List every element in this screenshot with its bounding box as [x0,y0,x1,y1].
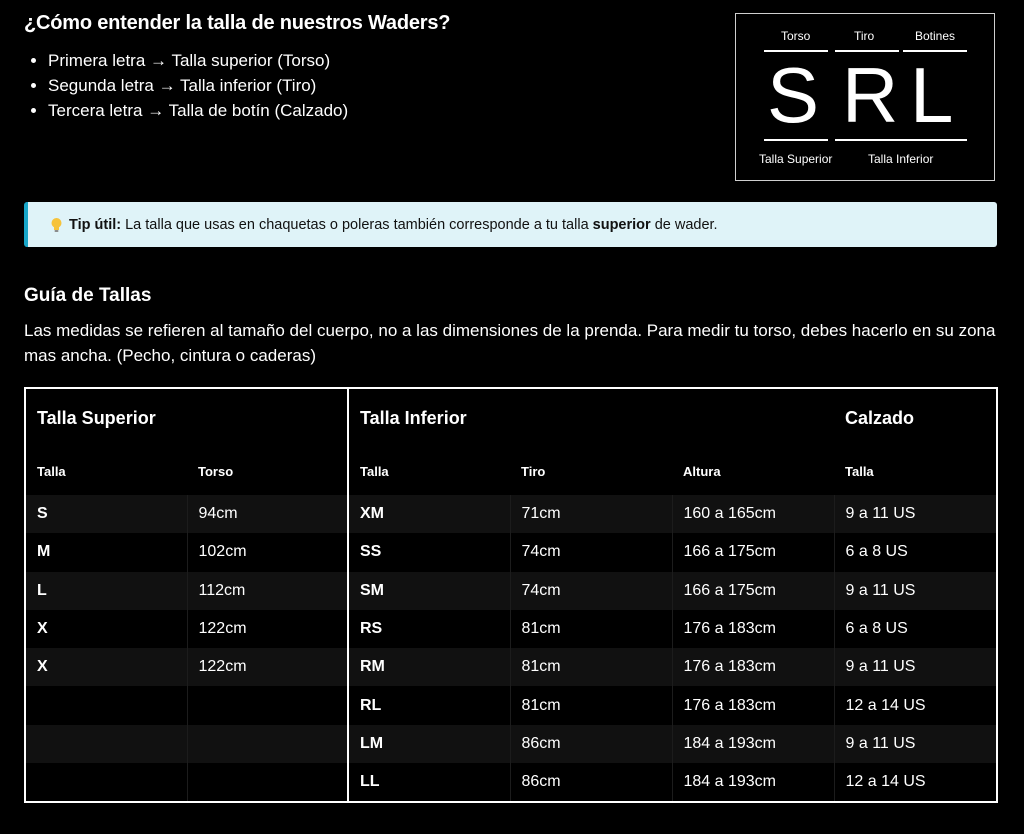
table-row [349,648,996,686]
table-cell: 86cm [510,725,672,763]
table-cell: X [26,610,187,648]
table-cell: 176 a 183cm [672,686,834,724]
table-row [26,572,347,610]
table-cell [187,763,347,801]
table-row [26,610,347,648]
table-cell: SM [349,572,510,610]
table-superior [26,389,349,801]
column-header: Tiro [521,463,546,479]
table-cell: 81cm [510,648,672,686]
table-row [26,648,347,686]
diagram-label-talla-superior: Talla Superior [759,152,833,166]
table-row [26,763,347,801]
table-cell: 94cm [187,495,347,533]
list-item: • Primera letra → Talla superior (Torso) [48,48,348,73]
diagram-letter-s: S [767,51,820,139]
table-cell: 176 a 183cm [672,610,834,648]
table-row [349,725,996,763]
table-cell: LL [349,763,510,801]
diagram-label-talla-inferior: Talla Inferior [868,152,934,166]
diagram-letter-r: R [842,51,899,139]
table-cell: 71cm [510,495,672,533]
column-header: Altura [683,463,721,479]
column-header: Talla [37,463,66,479]
table-cell: 6 a 8 US [834,533,996,571]
table-calzado-title: Calzado [845,407,915,428]
guide-title: Guía de Tallas [24,285,152,306]
table-cell: SS [349,533,510,571]
table-cell: XM [349,495,510,533]
table-cell [26,763,187,801]
table-row [349,572,996,610]
table-cell: 74cm [510,572,672,610]
table-cell [26,686,187,724]
table-cell: 9 a 11 US [834,495,996,533]
size-explanation-list [30,48,348,123]
table-superior-title: Talla Superior [37,407,156,428]
table-cell: 160 a 165cm [672,495,834,533]
srl-diagram [735,13,995,181]
table-cell: 112cm [187,572,347,610]
diagram-line [764,139,828,141]
table-cell: 184 a 193cm [672,763,834,801]
table-row [26,686,347,724]
table-cell: RM [349,648,510,686]
column-header: Talla [360,463,389,479]
tip-label: Tip útil: [69,216,122,233]
table-row [26,725,347,763]
table-cell: 122cm [187,648,347,686]
table-cell: RS [349,610,510,648]
column-header: Torso [198,463,234,479]
table-cell: 6 a 8 US [834,610,996,648]
table-cell: 81cm [510,610,672,648]
table-row [26,533,347,571]
table-cell: S [26,495,187,533]
table-cell: 12 a 14 US [834,686,996,724]
table-cell: 122cm [187,610,347,648]
table-cell: 102cm [187,533,347,571]
diagram-line [835,139,967,141]
diagram-label-botines: Botines [915,29,956,43]
tip-text-end: de wader. [650,216,718,233]
table-cell: RL [349,686,510,724]
table-cell: LM [349,725,510,763]
table-cell: 12 a 14 US [834,763,996,801]
column-header: Talla [845,463,874,479]
list-item: • Tercera letra → Talla de botín (Calzado) [48,98,348,123]
table-row [349,763,996,801]
table-cell: 9 a 11 US [834,572,996,610]
table-inferior [349,389,996,801]
table-cell: X [26,648,187,686]
table-cell [187,725,347,763]
size-tables [24,387,998,803]
table-cell: L [26,572,187,610]
diagram-label-tiro: Tiro [854,29,875,43]
table-row [349,610,996,648]
table-cell: 74cm [510,533,672,571]
list-item: • Segunda letra → Talla inferior (Tiro) [48,73,348,98]
table-cell: 166 a 175cm [672,533,834,571]
tip-emphasis: superior [592,216,651,233]
table-cell: 184 a 193cm [672,725,834,763]
table-row [349,686,996,724]
lightbulb-icon [50,217,63,233]
tip-banner [24,202,997,247]
table-cell: M [26,533,187,571]
table-row [26,495,347,533]
table-cell: 81cm [510,686,672,724]
tip-text: La talla que usas en chaquetas o poleras también corresponde a tu talla [121,216,593,233]
table-row [349,533,996,571]
page-title: ¿Cómo entender la talla de nuestros Waders? [24,12,451,34]
table-cell [26,725,187,763]
table-cell: 9 a 11 US [834,648,996,686]
table-cell: 176 a 183cm [672,648,834,686]
table-cell: 86cm [510,763,672,801]
table-cell [187,686,347,724]
table-cell: 166 a 175cm [672,572,834,610]
guide-description: Las medidas se refieren al tamaño del cuerpo, no a las dimensiones de la prenda. Para medir tu torso, debes hacerlo en su zona mas ancha. (Pecho, cintura o caderas) [24,321,996,365]
table-row [349,495,996,533]
table-cell: 9 a 11 US [834,725,996,763]
diagram-label-torso: Torso [781,29,811,43]
diagram-letter-l: L [910,51,954,139]
table-inferior-title: Talla Inferior [360,407,467,428]
